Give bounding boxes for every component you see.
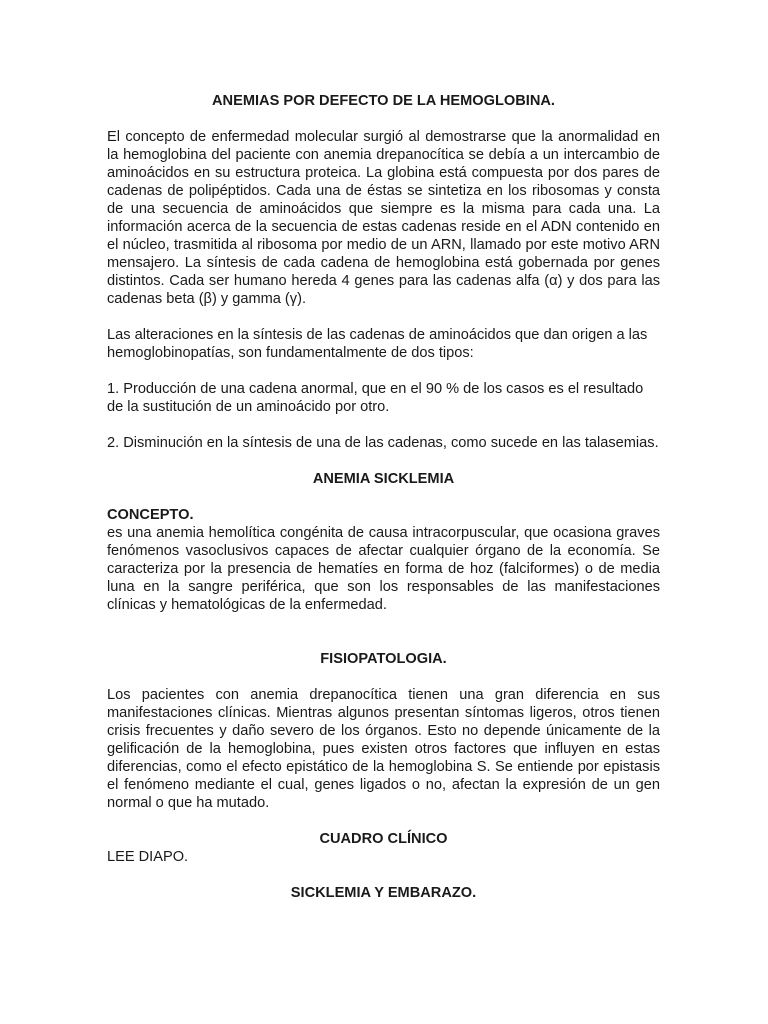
section-heading-physiopathology: FISIOPATOLOGIA. bbox=[320, 651, 447, 667]
document-title: ANEMIAS POR DEFECTO DE LA HEMOGLOBINA. bbox=[212, 93, 555, 109]
intro-paragraph: El concepto de enfermedad molecular surgió al demostrarse que la anormalidad en la hemoglobina del paciente con anemia drepanocítica se debía a un intercambio de aminoácidos en su estructura proteica. La globina está compuesta por dos pares de cadenas de polipéptidos. Cada una de éstas se sintetiza en los ribosomas y consta de una secuencia de aminoácidos que siempre es la misma para cada una. La información acerca de la secuencia de estas cadenas reside en el ADN contenido en el núcleo, trasmitida al ribosoma por medio de un ARN, llamado por este motivo ARN mensajero. La síntesis de cada cadena de hemoglobina está gobernada por genes distintos. Cada ser humano hereda 4 genes para las cadenas alfa (α) y dos para las cadenas beta (β) y gamma (γ). bbox=[107, 129, 660, 307]
list-item-1: 1. Producción de una cadena anormal, que en el 90 % de los casos es el resultado de la sustitución de un aminoácido por otro. bbox=[107, 381, 644, 415]
section-heading-clinical: CUADRO CLÍNICO bbox=[319, 831, 448, 847]
list-item-2: 2. Disminución en la síntesis de una de las cadenas, como sucede en las talasemias. bbox=[107, 435, 659, 451]
section-heading-sicklemia: ANEMIA SICKLEMIA bbox=[312, 471, 455, 487]
alterations-paragraph: Las alteraciones en la síntesis de las cadenas de aminoácidos que dan origen a las hemoglobinopatías, son fundamentalmente de dos tipos: bbox=[107, 327, 648, 361]
section-heading-pregnancy: SICKLEMIA Y EMBARAZO. bbox=[290, 885, 477, 901]
physiopathology-paragraph: Los pacientes con anemia drepanocítica tienen una gran diferencia en sus manifestaciones clínicas. Mientras algunos presentan síntomas ligeros, otros tienen crisis frecuentes y daño severo de los órganos. Esto no depende únicamente de la gelificación de la hemoglobina, pues existen otros factores que influyen en estas diferencias, como el efecto epistático de la hemoglobina S. Se entiende por epistasis el fenómeno mediante el cual, genes ligados o no, afectan la expresión de un gen normal o que ha mutado. bbox=[107, 687, 660, 811]
clinical-paragraph: LEE DIAPO. bbox=[107, 849, 189, 865]
concept-label: CONCEPTO. bbox=[107, 507, 194, 523]
document-page bbox=[107, 92, 660, 902]
concept-paragraph: es una anemia hemolítica congénita de causa intracorpuscular, que ocasiona graves fenómenos vasoclusivos capaces de afectar cualquier órgano de la economía. Se caracteriza por la presencia de hematíes en forma de hoz (falciformes) o de media luna en la sangre periférica, que son los responsables de las manifestaciones clínicas y hematológicas de la enfermedad. bbox=[107, 525, 660, 613]
